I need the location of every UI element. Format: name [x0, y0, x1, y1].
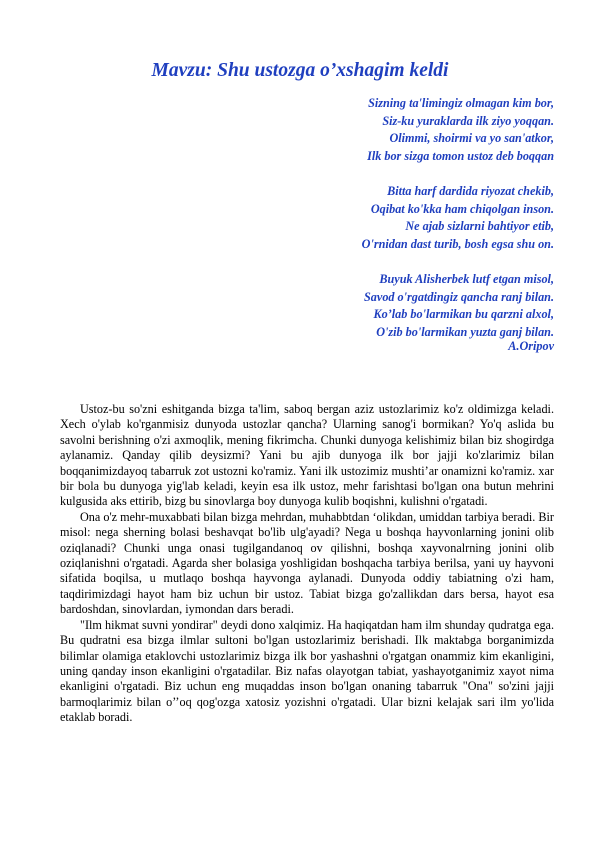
poem-line: Oqibat ko'kka ham chiqolgan inson. [370, 201, 554, 216]
poem-line: Ilk bor sizga tomon ustoz deb boqqan [367, 148, 554, 163]
poem-line: Olimmi, shoirmi va yo san'atkor, [389, 131, 554, 146]
poem-line: O'rnidan dast turib, bosh egsa shu on. [361, 236, 554, 251]
paragraph: Ustoz-bu so'zni eshitganda bizga ta'lim, saboq bergan aziz ustozlarimiz ko'z oldimizga keladi. Xech o'ylab ko'rganmisiz dunyoda ustozlar qancha? Ularning sanog'i bormikan? Yo'q aslida bu savolni berishning o'zi axmoqlik, mening fikrimcha. Chunki dunyoga kelishimiz bilan biz shogirdga aylanamiz. Qanday qilib deysizmi? Yani bu ajib dunyoga ilk bor jajji ko'zlarimiz bilan boqqanimizdayoq tabarruk zot ustozni ko'ramiz. Yani ilk ustozimiz mushti’ar onamizni ko'ramiz. xar bir bola bu dunyoga yig'lab keladi, keyin esa ilk ustoz, mehr farishtasi bo'lgan ona butun mehrini kulgusida aks ettirib, bizg bu sinovlarga boy dunyoga kulib boqishni, kulishni o'rgatadi. [60, 402, 554, 509]
paragraph: "Ilm hikmat suvni yondirar" deydi dono xalqimiz. Ha haqiqatdan ham ilm shunday qudratga ega. Bu qudratni esa bizga ilmlar sultoni bo'lgan ustozlarimiz berishadi. Ilk maktabga borganimizda bilimlar olamiga etaklovchi ustozlarimiz bizga ilk bor yashashni o'rgatgan onammiz kim ekanligini, uning qanday inson ekanligini o'rgatadilar. Biz nafas olayotgan tabiat, yashayotganimiz xayot nima ekanligini o'rgatadi. Biz uchun eng muqaddas inson bo'lgan onaning tabarruk "Ona" so'zini jajji barmoqlarimiz bilan o’’oq qog'ozga xatosiz yozishni o'rgatadi. Ular bizni kelajak sari ilm yo'lida etaklab boradi. [60, 617, 554, 725]
document-title: Mavzu: Shu ustozga o’xshagim keldi [151, 60, 449, 81]
poem-stanza [250, 95, 554, 165]
poem [250, 95, 554, 359]
poem-stanza [250, 271, 554, 341]
poem-line: Bitta harf dardida riyozat chekib, [387, 183, 554, 198]
poem-line: Ne ajab sizlarni bahtiyor etib, [405, 219, 554, 234]
poem-line: Buyuk Alisherbek lutf etgan misol, [379, 271, 554, 286]
poem-line: Sizning ta'limingiz olmagan kim bor, [368, 96, 554, 110]
poem-line: Siz-ku yuraklarda ilk ziyo yoqqan. [382, 113, 554, 128]
body-text [60, 402, 554, 726]
poem-line: Savod o'rgatdingiz qancha ranj bilan. [364, 289, 554, 304]
poem-stanza [250, 183, 554, 253]
poem-line: Ko’lab bo'larmikan bu qarzni alxol, [373, 307, 554, 322]
poem-author: A.Oripov [508, 339, 554, 353]
poem-line: O'zib bo'larmikan yuzta ganj bilan. [376, 324, 554, 339]
paragraph: Ona o'z mehr-muxabbati bilan bizga mehrdan, muhabbtdan ‘olikdan, umiddan tarbiya beradi. Bir misol: nega sherning bolasi beshavqat bo'lib ulg'ayadi? Nega u boshqa hayvonlarning jonini olib oziqlanadi? Chunki unga onasi tugilgandanoq ov qilishni, boshqa xayvonalrning jonini olib oziqlanishni o'rgatadi. Agarda sher bolasiga yoshligidan boshqacha tarbiya berilsa, yani uy hayvoni sifatida boqilsa, u mutlaqo boshqa hayvonga aylanadi. Dunyoda oddiy tabiatning o'zi ham, taqdirimizdagi hayot ham biz uchun bir ustoz. Tabiat bizga go'zallikdan dars bersa, hayot esa bardoshdan, sinovlardan, iymondan dars beradi. [60, 509, 554, 617]
